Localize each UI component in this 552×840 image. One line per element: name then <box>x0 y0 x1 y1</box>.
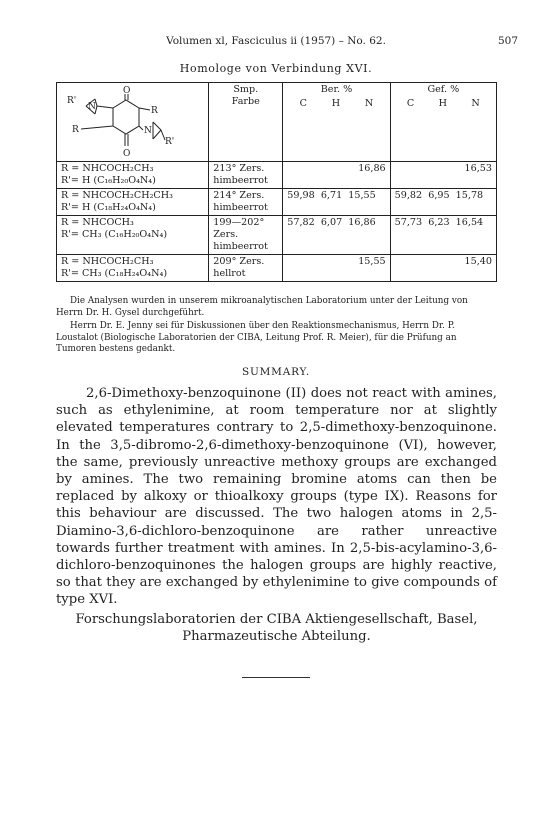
header-found-h: H <box>438 98 447 109</box>
summary-title: SUMMARY. <box>241 366 311 378</box>
melting-point: 213° Zers. <box>213 163 265 174</box>
header-calc-h: H <box>331 98 341 109</box>
header-calculated-title: Ber. % <box>320 84 353 95</box>
atom-r-left: R <box>72 125 79 135</box>
substituent-r: R = NHCOCH₂CH₃ <box>61 163 154 174</box>
header-calculated <box>283 83 390 162</box>
substituent-r-prime: R'= H (C₁₆H₂₀O₄N₄) <box>61 175 156 186</box>
atom-n-right: N <box>144 126 152 136</box>
calculated-values: 59,98 6,71 15,55 <box>287 190 376 201</box>
structure-cell <box>57 83 209 162</box>
homologues-table <box>56 82 497 282</box>
header-found-title: Gef. % <box>427 84 460 95</box>
header-color-label: Farbe <box>231 96 260 107</box>
header-mp-color <box>209 83 283 162</box>
found-values: 57,73 6,23 16,54 <box>394 217 484 228</box>
header-found-c: C <box>406 98 415 109</box>
structure-diagram <box>61 84 200 158</box>
header-found-n: N <box>471 98 480 109</box>
header-found <box>390 83 496 162</box>
atom-r-prime-left: R' <box>67 96 77 106</box>
table-row <box>57 189 497 216</box>
analyses-note: Die Analysen wurden in unserem mikroanalytischen Laboratorium unter der Leitung von Herrn Dr. H. Gysel durchgeführt. <box>56 296 468 318</box>
melting-point: 199—202° Zers. <box>213 217 265 240</box>
substituent-r: R = NHCOCH₂CH₂CH₃ <box>61 190 173 201</box>
atom-r-prime-right: R' <box>165 137 175 147</box>
page-number: 507 <box>497 35 518 47</box>
compound-color: himbeerrot <box>213 241 268 252</box>
header-calc-n: N <box>364 98 374 109</box>
atom-o-top: O <box>123 86 131 96</box>
table-row <box>57 216 497 255</box>
summary-text: 2,6-Dimethoxy-benzoquinone (II) does not react with amines, such as ethylenimine, at room temperature nor at slightly elevated temperatures contrary to 2,5-dimethoxy-benzoquinone. In the 3,5-dibromo-2,6-dimethoxy-benzoquinone (VI), however, the same, previously unreactive methoxy groups are exchanged by amines. The two remaining bromine atoms can then be replaced by alkoxy or thioalkoxy groups (type IX). Reasons for this behaviour are discussed. The two halogen atoms in 2,5-Diamino-3,6-dichloro-benzoquinone are rather unreactive towards further treatment with amines. In 2,5-bis-acylamino-3,6-dichloro-benzoquinones the halogen groups are highly reactive, so that they are exchanged by ethylenimine to give compounds of type XVI. <box>56 386 497 608</box>
found-values: 16,53 <box>464 163 492 174</box>
substituent-r: R = NHCOCH₂CH₃ <box>61 256 154 267</box>
table-title: Homologe von Verbindung XVI. <box>179 62 373 75</box>
affiliation-line-1: Forschungslaboratorien der CIBA Aktiengesellschaft, Basel, <box>75 612 478 627</box>
substituent-r: R = NHCOCH₃ <box>61 217 134 228</box>
table-row <box>57 162 497 189</box>
atom-o-bottom: O <box>123 149 131 158</box>
calculated-values: 15,55 <box>358 256 386 267</box>
melting-point: 214° Zers. <box>213 190 265 201</box>
header-calc-c: C <box>299 98 307 109</box>
substituent-r-prime: R'= CH₃ (C₁₈H₂₄O₄N₄) <box>61 268 168 279</box>
table-header-row <box>57 83 497 162</box>
table-row <box>57 255 497 282</box>
compound-color: himbeerrot <box>213 175 268 186</box>
compound-color: himbeerrot <box>213 202 268 213</box>
found-values: 15,40 <box>464 256 492 267</box>
atom-n-left: N <box>88 102 96 112</box>
atom-r-right: R <box>151 106 158 116</box>
substituent-r-prime: R'= CH₃ (C₁₆H₂₀O₄N₄) <box>61 229 168 240</box>
header-mp-label: Smp. <box>233 84 259 95</box>
found-values: 59,82 6,95 15,78 <box>394 190 484 201</box>
calculated-values: 57,82 6,07 16,86 <box>287 217 376 228</box>
compound-color: hellrot <box>213 268 246 279</box>
substituent-r-prime: R'= H (C₁₈H₂₄O₄N₄) <box>61 202 156 213</box>
affiliation-line-2: Pharmazeutische Abteilung. <box>182 629 371 644</box>
acknowledgement-note: Herrn Dr. E. Jenny sei für Diskussionen über den Reaktionsmechanismus, Herrn Dr. P. Loustalot (Biologische Laboratorien der CIBA, Leitung Prof. R. Meier), für die Prüfung an Tumoren bestens gedankt. <box>56 321 457 354</box>
closing-rule <box>242 677 310 678</box>
calculated-values: 16,86 <box>358 163 386 174</box>
melting-point: 209° Zers. <box>213 256 265 267</box>
running-head <box>0 35 552 51</box>
journal-citation: Volumen xl, Fasciculus ii (1957) – No. 62. <box>166 35 386 47</box>
